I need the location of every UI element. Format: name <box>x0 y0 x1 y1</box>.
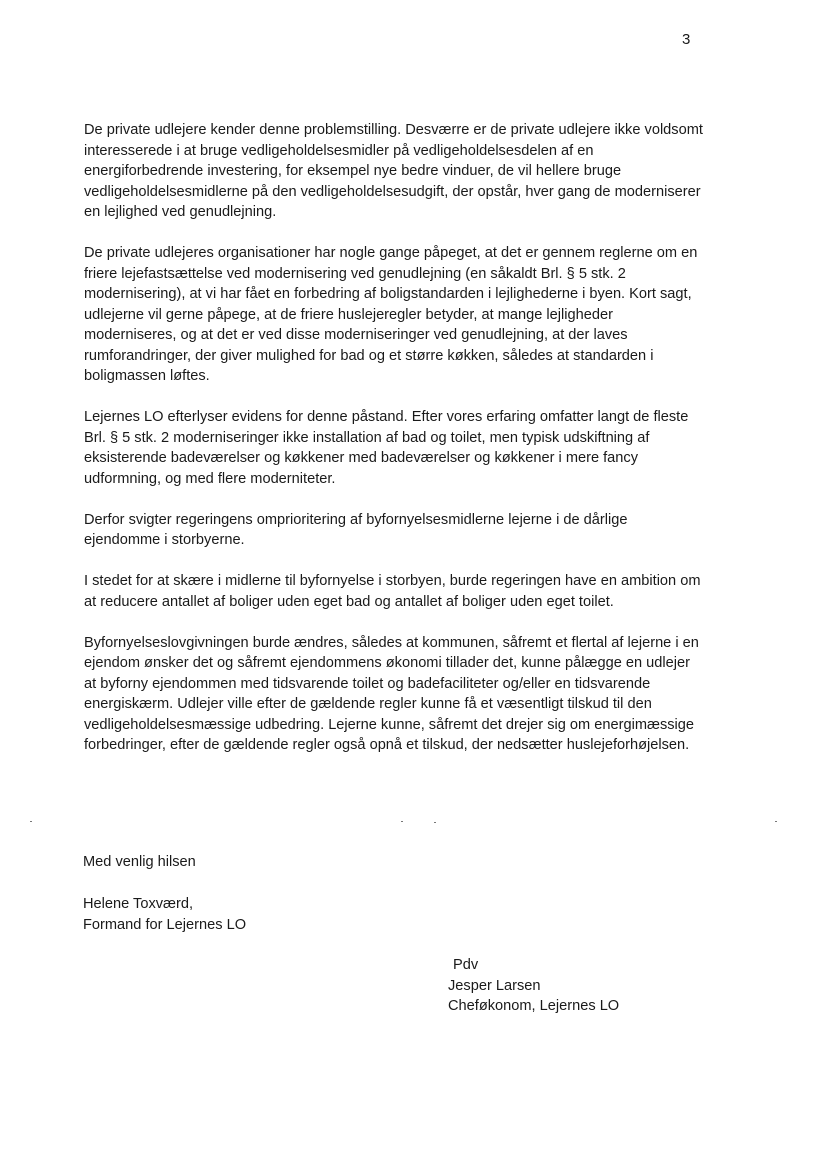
co-signature-block <box>448 955 619 1017</box>
scan-speck <box>434 822 436 823</box>
scan-speck <box>401 821 403 822</box>
letter-body <box>84 120 704 776</box>
signer-name: Helene Toxværd, <box>83 896 194 912</box>
scan-speck <box>30 821 32 822</box>
scan-speck <box>775 821 777 822</box>
signature-block <box>83 894 246 935</box>
paragraph-evidens: Lejernes LO efterlyser evidens for denne påstand. Efter vores erfaring omfatter langt de fleste Brl. § 5 stk. 2 moderniseringer ikke installation af bad og toilet, men typisk udskiftning af eksisterende badeværelser og køkkener med badeværelser og køkkener i mere fancy udformning, og med flere moderniteter. <box>84 409 689 487</box>
closing-greeting: Med venlig hilsen <box>83 854 196 870</box>
paragraph-lovgivning: Byfornyelseslovgivningen burde ændres, således at kommunen, såfremt et flertal af lejerne i en ejendom ønsker det og såfremt ejendommens økonomi tillader det, kunne pålægge en udlejer at byforny ejendommen med tidsvarende toilet og badefaciliteter og/eller en tidsvarende energiskærm. Udlejer ville efter de gældende regler kunne få et væsentligt tilskud til den vedligeholdelsesmæssige udbedring. Lejerne kunne, såfremt det drejer sig om energimæssige forbedringer, efter de gældende regler også opnå et tilskud, der nedsætter huslejeforhøjelsen. <box>84 634 699 753</box>
paragraph-omprioritering: Derfor svigter regeringens omprioritering af byfornyelsesmidlerne lejerne i de dårlige ejendomme i storbyerne. <box>84 511 628 548</box>
co-signer-name: Jesper Larsen <box>448 977 541 994</box>
co-signer-prefix: Pdv <box>453 957 479 973</box>
co-signer-title: Cheføkonom, Lejernes LO <box>448 998 620 1014</box>
paragraph-udlejere-problemstilling: De private udlejere kender denne problemstilling. Desværre er de private udlejere ikke voldsomt interesserede i at bruge vedligeholdelsesmidler på vedligeholdelsesdelen af en energiforbedrende investering, for eksempel nye bedre vinduer, de vil hellere bruge vedligeholdelsesmidlerne på den vedligeholdelsesudgift, der opstår, hver gang de moderniserer en lejlighed ved genudlejning. <box>84 122 703 220</box>
page-number: 3 <box>682 31 691 48</box>
paragraph-ambition: I stedet for at skære i midlerne til byfornyelse i storbyen, burde regeringen have en ambition om at reducere antallet af boliger uden eget bad og antallet af boliger uden eget toilet. <box>84 573 701 610</box>
paragraph-udlejeres-organisationer: De private udlejeres organisationer har nogle gange påpeget, at det er gennem reglerne om en friere lejefastsættelse ved modernisering ved genudlejning (en såkaldt Brl. § 5 stk. 2 modernisering), at vi har fået en forbedring af boligstandarden i lejlighederne i byen. Kort sagt, udlejerne vil gerne påpege, at de friere huslejeregler betyder, at mange lejligheder moderniseres, og at det er ved disse moderniseringer ved genudlejning, at der laves rumforandringer, der giver mulighed for bad og et større køkken, således at standarden i boligmassen løftes. <box>84 245 698 384</box>
signer-title: Formand for Lejernes LO <box>83 916 247 933</box>
